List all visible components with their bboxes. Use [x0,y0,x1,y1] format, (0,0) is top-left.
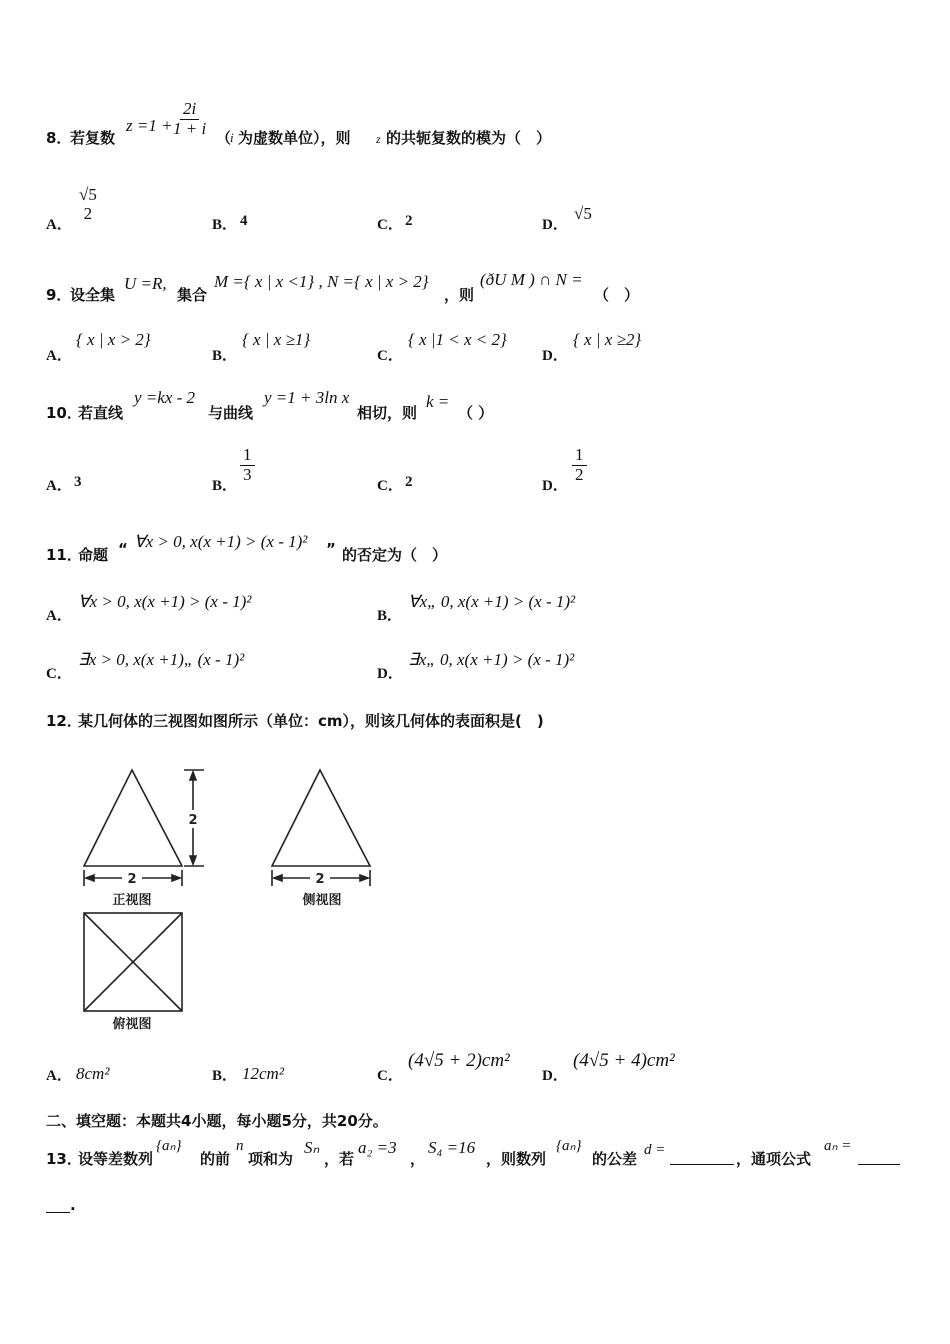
q8-option-b-text: 4 [240,213,248,229]
side-view [272,770,370,886]
q8-option-a-label: A． [46,217,72,233]
q8-stem-a: 若复数 [70,129,116,147]
q11-option-a-text: ∀x > 0, x(x +1) > (x - 1)² [78,592,252,611]
side-view-label: 侧视图 [302,893,342,908]
q10-option-a-label: A． [46,478,72,494]
q10-option-d-fraction [572,446,587,484]
q12-option-d-label: D． [542,1068,568,1084]
q10-curve: y =1 + 3ln x [264,388,350,407]
question-10 [46,386,906,426]
q8-option-a-den: 2 [83,203,93,223]
q13-stem-g: ，通项公式 [736,1150,812,1168]
q9-option-d-text: { x | x ≥2} [573,330,642,349]
q8-paren: （ [216,129,232,147]
q12-option-b-text: 12cm² [242,1064,284,1083]
q11-options-row-2 [46,648,906,684]
q10-number: 10． [46,404,82,422]
question-11 [46,530,906,566]
q9-sets: M ={ x | x <1} , N ={ x | x > 2} [214,272,429,291]
q11-quote-open: “ [118,540,128,558]
front-width-label: 2 [127,872,137,887]
q11-stem-a: 命题 [78,546,109,564]
q9-stem-c: ，则 [444,286,475,304]
q9-stem-d: （ ） [594,286,640,304]
q8-options [46,186,906,236]
q8-number: 8． [46,129,72,147]
q13-an-answer-blank-continued[interactable] [46,1196,70,1213]
q11-stem-b: 的否定为（ ） [342,546,448,564]
q13-a2: a₂ =3 [358,1138,397,1157]
q10-k: k = [426,392,450,411]
q9-option-b-label: B． [212,348,238,364]
q12-options [46,1046,906,1086]
top-view-label: 俯视图 [112,1017,152,1032]
q11-option-d-text: ∃x„ 0, x(x +1) > (x - 1)² [408,650,575,669]
q9-stem-a: 设全集 [70,286,116,304]
q8-i-symbol: i [230,130,234,145]
q13-stem-e: ，则数列 [486,1150,547,1168]
q9-option-b-text: { x | x ≥1} [242,330,311,349]
q11-quote-close: ” [326,540,336,558]
q9-u-equation: U =R, [124,274,167,293]
section-2-title: 二、填空题：本题共4小题，每小题5分，共20分。 [46,1112,388,1130]
q13-s4: S₄ =16 [428,1138,476,1157]
q13-an-set-2: {aₙ} [556,1138,582,1154]
q13-an-answer-blank[interactable] [858,1148,900,1165]
q8-option-a-fraction [76,186,100,223]
q12-option-c-text: (4√5 + 2)cm² [408,1050,510,1071]
question-9 [46,266,906,306]
q9-option-d-label: D． [542,348,568,364]
q10-stem-d: （ ） [458,404,494,422]
q12-number: 12． [46,712,82,730]
q12-option-b-label: B． [212,1068,238,1084]
q13-stem-a: 设等差数列 [78,1150,154,1168]
q11-number: 11． [46,546,82,564]
top-view [84,913,182,1011]
q11-option-b-label: B． [377,608,403,624]
q11-option-a-label: A． [46,608,72,624]
q8-frac-numerator: 2i [180,100,199,120]
q9-stem-b: 集合 [177,286,208,304]
q13-comma: ， [410,1150,426,1168]
q11-proposition: ∀x > 0, x(x +1) > (x - 1)² [134,532,308,551]
q10-stem-a: 若直线 [78,404,124,422]
q10-stem-b: 与曲线 [208,404,254,422]
q10-option-d-num: 1 [572,446,587,466]
q11-option-c-text: ∃x > 0, x(x +1)„ (x - 1)² [78,650,245,669]
q10-option-b-den: 3 [243,464,252,484]
q10-option-c-text: 2 [405,474,413,490]
q13-n-symbol: n [236,1138,244,1154]
q8-fraction [170,100,209,138]
q11-option-c-label: C． [46,666,72,682]
q13-d-equation: d = [644,1142,666,1158]
three-view-figure [76,760,416,1050]
q10-option-c-label: C． [377,478,403,494]
q11-options-row-1 [46,590,906,626]
question-12 [46,708,906,732]
q13-stem-b: 的前 [200,1150,231,1168]
q13-an-set: {aₙ} [156,1138,182,1154]
q10-option-a-text: 3 [74,474,82,490]
q10-options [46,446,906,496]
q8-stem-b: 为虚数单位），则 [238,129,351,147]
q9-options [46,326,906,366]
q9-option-a-label: A． [46,348,72,364]
q8-option-d-label: D． [542,217,568,233]
front-view-label: 正视图 [112,893,152,908]
q10-option-b-fraction [240,446,255,484]
question-13 [46,1134,906,1170]
q8-option-c-label: C． [377,217,403,233]
q8-option-a-num: √5 [79,185,97,204]
q13-sn: Sₙ [304,1138,320,1157]
q12-option-a-text: 8cm² [76,1064,110,1083]
q12-option-c-label: C． [377,1068,403,1084]
q8-z-equation: z =1 + [126,116,173,135]
q8-z-symbol: z [376,132,381,146]
q10-option-b-num: 1 [240,446,255,466]
front-view [84,770,204,886]
front-height-label: 2 [188,813,198,828]
q9-number: 9． [46,286,72,304]
q9-option-a-text: { x | x > 2} [76,330,151,349]
q13-continuation [46,1196,106,1220]
q13-an-equation: aₙ = [824,1138,852,1154]
q13-end-period: . [70,1196,76,1214]
q10-line: y =kx - 2 [134,388,196,407]
q8-frac-denominator: 1 + i [173,118,207,138]
q8-stem-c: 的共轭复数的模为（ ） [386,129,552,147]
q13-number: 13． [46,1150,82,1168]
q8-option-d-text: √5 [574,204,592,223]
q11-option-d-label: D． [377,666,403,682]
q10-stem-c: 相切，则 [357,404,418,422]
q12-option-a-label: A． [46,1068,72,1084]
q8-option-c-text: 2 [405,213,413,229]
q9-expression: (ðU M ) ∩ N = [480,270,583,289]
q11-option-b-text: ∀x„ 0, x(x +1) > (x - 1)² [408,592,576,611]
q9-option-c-text: { x |1 < x < 2} [408,330,507,349]
q13-stem-f: 的公差 [592,1150,638,1168]
q12-option-d-text: (4√5 + 4)cm² [573,1050,675,1071]
q10-option-d-den: 2 [575,464,584,484]
side-width-label: 2 [315,872,325,887]
q10-option-d-label: D． [542,478,568,494]
q9-option-c-label: C． [377,348,403,364]
q10-option-b-label: B． [212,478,238,494]
q13-stem-d: ，若 [324,1150,355,1168]
q13-stem-c: 项和为 [248,1150,294,1168]
q13-d-answer-blank[interactable] [670,1148,734,1165]
q8-option-b-label: B． [212,217,238,233]
q12-stem: 某几何体的三视图如图所示（单位：cm），则该几何体的表面积是( ) [78,712,544,730]
